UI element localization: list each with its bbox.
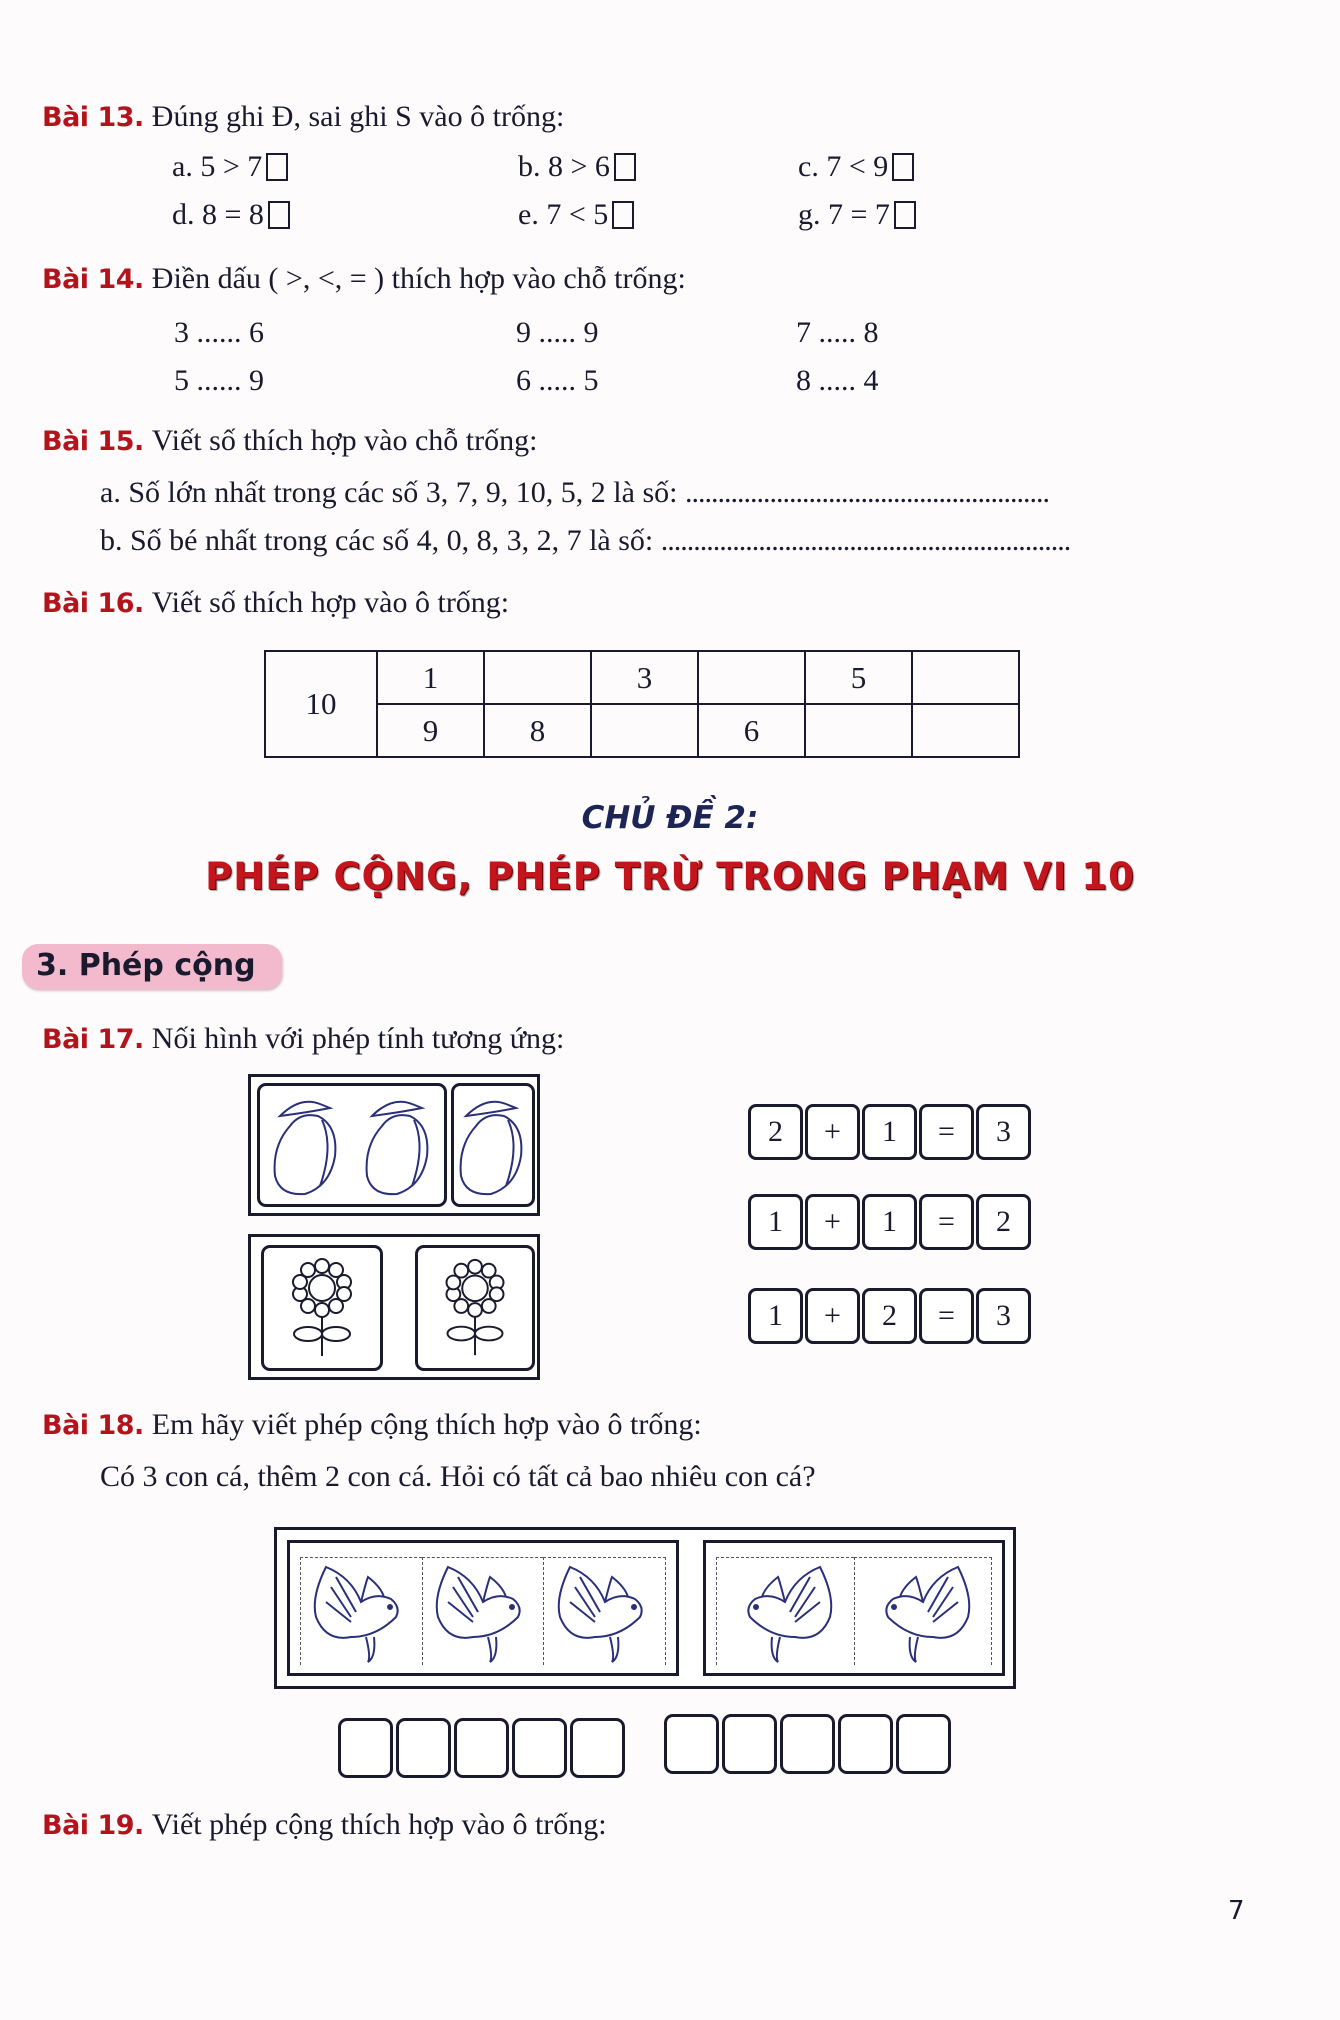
answer-box[interactable] bbox=[338, 1718, 393, 1778]
table-cell[interactable] bbox=[698, 651, 805, 704]
table-cell[interactable] bbox=[912, 651, 1019, 704]
answer-box-group bbox=[664, 1714, 951, 1774]
compare-item[interactable]: 9 ..... 9 bbox=[516, 316, 599, 349]
topic-title: PHÉP CỘNG, PHÉP TRỪ TRONG PHẠM VI 10 bbox=[205, 855, 1135, 898]
mango-picture[interactable] bbox=[248, 1074, 540, 1216]
compare-item[interactable]: 8 ..... 4 bbox=[796, 364, 879, 397]
mango-icon bbox=[454, 1086, 532, 1204]
answer-box[interactable] bbox=[894, 201, 916, 229]
eq-term: 1 bbox=[862, 1104, 917, 1160]
compare-item[interactable]: 7 ..... 8 bbox=[796, 316, 879, 349]
item-text: b. Số bé nhất trong các số 4, 0, 8, 3, 2, 7 là số: bbox=[100, 524, 654, 557]
flower-icon bbox=[418, 1248, 532, 1368]
exercise-label: Bài 17. bbox=[42, 1024, 144, 1055]
exercise-instruction: Viết phép cộng thích hợp vào ô trống: bbox=[151, 1808, 607, 1841]
table-cell[interactable]: 1 bbox=[377, 651, 484, 704]
table-cell[interactable] bbox=[912, 704, 1019, 757]
flower-card bbox=[261, 1245, 383, 1371]
compare-item[interactable]: 5 ...... 9 bbox=[174, 364, 264, 397]
equation-card[interactable] bbox=[748, 1288, 1031, 1344]
eq-equals: = bbox=[919, 1288, 974, 1344]
bai15-heading bbox=[42, 424, 537, 458]
item-text: c. 7 < 9 bbox=[798, 150, 889, 183]
answer-box[interactable] bbox=[396, 1718, 451, 1778]
bai15-item-a bbox=[100, 476, 1049, 510]
topic-number: CHỦ ĐỀ 2: bbox=[581, 800, 759, 836]
exercise-label: Bài 13. bbox=[42, 102, 144, 133]
fish-cell bbox=[543, 1557, 666, 1665]
eq-result: 3 bbox=[976, 1104, 1031, 1160]
bai17-heading bbox=[42, 1022, 564, 1056]
eq-operator: + bbox=[805, 1288, 860, 1344]
item-text: d. 8 = 8 bbox=[172, 198, 264, 231]
exercise-instruction: Viết số thích hợp vào chỗ trống: bbox=[151, 424, 538, 457]
bai13-heading bbox=[42, 100, 564, 134]
eq-term: 2 bbox=[748, 1104, 803, 1160]
fish-cell bbox=[854, 1557, 993, 1665]
equation-card[interactable] bbox=[748, 1194, 1031, 1250]
eq-result: 2 bbox=[976, 1194, 1031, 1250]
answer-line[interactable]: ............................................................... bbox=[660, 524, 1071, 557]
table-cell[interactable]: 3 bbox=[591, 651, 698, 704]
bai18-heading bbox=[42, 1408, 702, 1442]
answer-box[interactable] bbox=[892, 153, 914, 181]
answer-box[interactable] bbox=[780, 1714, 835, 1774]
bai13-item-d bbox=[172, 198, 290, 232]
answer-box[interactable] bbox=[612, 201, 634, 229]
exercise-instruction: Điền dấu ( >, <, = ) thích hợp vào chỗ trống: bbox=[151, 262, 686, 295]
table-cell[interactable]: 5 bbox=[805, 651, 912, 704]
answer-box[interactable] bbox=[266, 153, 288, 181]
eq-term: 1 bbox=[748, 1194, 803, 1250]
answer-box[interactable] bbox=[570, 1718, 625, 1778]
mango-card-one bbox=[451, 1083, 535, 1207]
mango-icon bbox=[260, 1086, 444, 1204]
table-cell[interactable] bbox=[591, 704, 698, 757]
item-text: b. 8 > 6 bbox=[518, 150, 610, 183]
exercise-instruction: Đúng ghi Đ, sai ghi S vào ô trống: bbox=[151, 100, 565, 133]
fish-cell bbox=[300, 1557, 422, 1665]
answer-box[interactable] bbox=[838, 1714, 893, 1774]
section-pill: 3. Phép cộng bbox=[22, 944, 282, 989]
fish-icon bbox=[428, 1557, 538, 1667]
number-decomposition-table bbox=[264, 650, 1020, 758]
page-number: 7 bbox=[1228, 1896, 1245, 1926]
exercise-label: Bài 15. bbox=[42, 426, 144, 457]
fish-picture bbox=[274, 1527, 1016, 1689]
total-cell: 10 bbox=[265, 651, 377, 757]
answer-box[interactable] bbox=[664, 1714, 719, 1774]
exercise-label: Bài 16. bbox=[42, 588, 144, 619]
eq-term: 1 bbox=[862, 1194, 917, 1250]
bai14-heading bbox=[42, 262, 686, 296]
compare-item[interactable]: 3 ...... 6 bbox=[174, 316, 264, 349]
flower-icon bbox=[264, 1248, 380, 1368]
eq-term: 1 bbox=[748, 1288, 803, 1344]
eq-operator: + bbox=[805, 1194, 860, 1250]
exercise-instruction: Em hãy viết phép cộng thích hợp vào ô trống: bbox=[151, 1408, 702, 1441]
answer-line[interactable]: ........................................................ bbox=[684, 476, 1049, 509]
answer-box[interactable] bbox=[268, 201, 290, 229]
answer-box[interactable] bbox=[896, 1714, 951, 1774]
equation-card[interactable] bbox=[748, 1104, 1031, 1160]
bai18-question: Có 3 con cá, thêm 2 con cá. Hỏi có tất cả bao nhiêu con cá? bbox=[100, 1460, 816, 1493]
bai13-item-b bbox=[518, 150, 636, 184]
item-text: e. 7 < 5 bbox=[518, 198, 609, 231]
eq-equals: = bbox=[919, 1104, 974, 1160]
fish-cell bbox=[716, 1557, 854, 1665]
eq-result: 3 bbox=[976, 1288, 1031, 1344]
exercise-label: Bài 14. bbox=[42, 264, 144, 295]
bai16-heading bbox=[42, 586, 509, 620]
answer-box[interactable] bbox=[454, 1718, 509, 1778]
answer-box[interactable] bbox=[722, 1714, 777, 1774]
compare-item[interactable]: 6 ..... 5 bbox=[516, 364, 599, 397]
flower-card bbox=[415, 1245, 535, 1371]
exercise-instruction: Nối hình với phép tính tương ứng: bbox=[151, 1022, 565, 1055]
bai13-item-e bbox=[518, 198, 634, 232]
bai13-item-a bbox=[172, 150, 288, 184]
item-text: a. Số lớn nhất trong các số 3, 7, 9, 10, 5, 2 là số: bbox=[100, 476, 678, 509]
bai15-item-b bbox=[100, 524, 1070, 558]
fish-icon bbox=[550, 1557, 660, 1667]
eq-term: 2 bbox=[862, 1288, 917, 1344]
fish-icon bbox=[730, 1557, 840, 1667]
bai19-heading bbox=[42, 1808, 607, 1842]
bai13-item-c bbox=[798, 150, 914, 184]
answer-box[interactable] bbox=[512, 1718, 567, 1778]
answer-box-group bbox=[338, 1718, 625, 1778]
table-cell[interactable]: 8 bbox=[484, 704, 591, 757]
exercise-label: Bài 19. bbox=[42, 1810, 144, 1841]
fish-group-three bbox=[287, 1540, 679, 1676]
fish-icon bbox=[306, 1557, 416, 1667]
mango-card-two bbox=[257, 1083, 447, 1207]
item-text: a. 5 > 7 bbox=[172, 150, 263, 183]
eq-equals: = bbox=[919, 1194, 974, 1250]
table-cell[interactable] bbox=[805, 704, 912, 757]
flower-picture[interactable] bbox=[248, 1234, 540, 1380]
table-cell[interactable]: 6 bbox=[698, 704, 805, 757]
table-cell[interactable] bbox=[484, 651, 591, 704]
answer-box[interactable] bbox=[614, 153, 636, 181]
fish-cell bbox=[422, 1557, 544, 1665]
table-cell[interactable]: 9 bbox=[377, 704, 484, 757]
fish-group-two bbox=[703, 1540, 1005, 1676]
eq-operator: + bbox=[805, 1104, 860, 1160]
bai13-item-g bbox=[798, 198, 916, 232]
exercise-label: Bài 18. bbox=[42, 1410, 144, 1441]
item-text: g. 7 = 7 bbox=[798, 198, 890, 231]
fish-icon bbox=[868, 1557, 978, 1667]
exercise-instruction: Viết số thích hợp vào ô trống: bbox=[151, 586, 510, 619]
